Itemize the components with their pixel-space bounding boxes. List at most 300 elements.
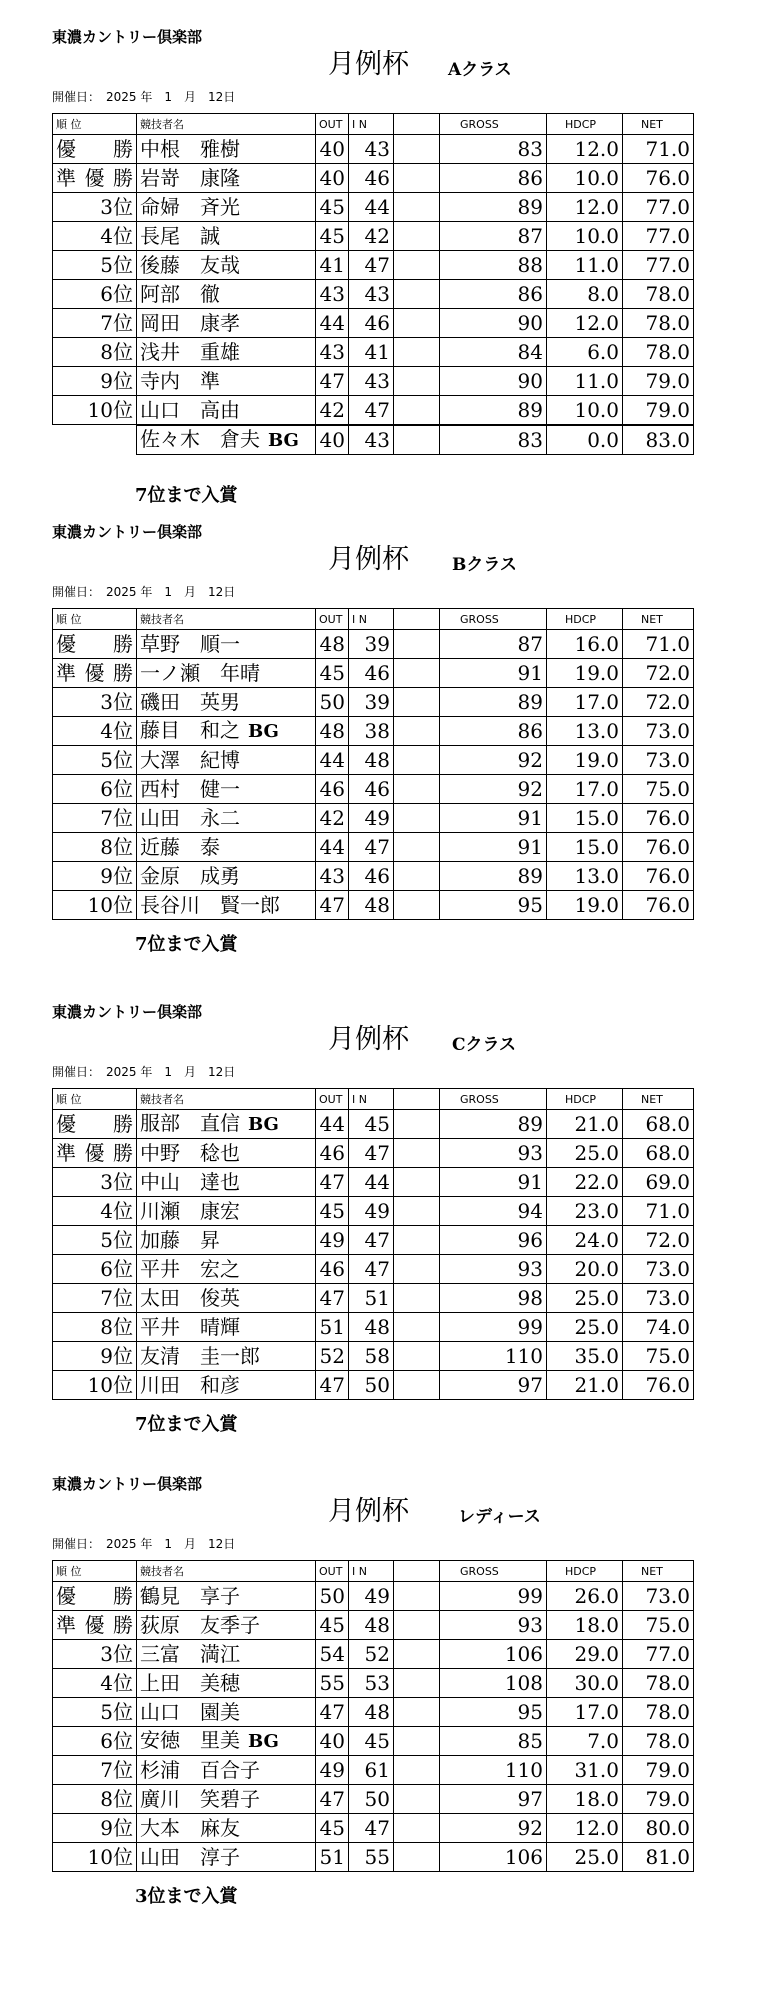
in-score: 44 xyxy=(349,193,394,222)
gross-score: 89 xyxy=(440,862,547,891)
net-score: 71.0 xyxy=(623,630,694,659)
club-name: 東濃カントリー倶楽部 xyxy=(52,1003,203,1021)
out-score: 47 xyxy=(316,1371,349,1400)
in-score: 42 xyxy=(349,222,394,251)
out-score: 40 xyxy=(316,135,349,164)
header-in: I N xyxy=(349,114,394,135)
club-name: 東濃カントリー倶楽部 xyxy=(52,523,203,541)
event-title: 月例杯 xyxy=(328,1496,409,1527)
player-name: 近藤 泰 xyxy=(140,834,220,859)
net-score: 78.0 xyxy=(623,338,694,367)
out-score: 40 xyxy=(316,1727,349,1756)
in-score: 52 xyxy=(349,1640,394,1669)
gross-score: 99 xyxy=(440,1313,547,1342)
in-score: 43 xyxy=(349,426,394,455)
out-score: 44 xyxy=(316,1110,349,1139)
table-row xyxy=(53,1843,694,1872)
hdcp-value: 21.0 xyxy=(547,1110,623,1139)
in-score: 43 xyxy=(349,135,394,164)
out-score: 44 xyxy=(316,833,349,862)
player-name-cell xyxy=(137,1814,316,1843)
header-hdcp: HDCP xyxy=(547,1561,623,1582)
player-name: 大澤 紀博 xyxy=(140,747,240,772)
blank-cell xyxy=(394,135,440,164)
header-gross: GROSS xyxy=(440,609,547,630)
player-name: 大本 麻友 xyxy=(140,1815,240,1840)
hdcp-value: 31.0 xyxy=(547,1756,623,1785)
gross-score: 93 xyxy=(440,1139,547,1168)
hdcp-value: 15.0 xyxy=(547,833,623,862)
in-score: 47 xyxy=(349,1226,394,1255)
header-gross: GROSS xyxy=(440,1089,547,1110)
results-table xyxy=(52,1088,694,1400)
player-name: 岩嵜 康隆 xyxy=(140,165,240,190)
rank-cell: 準優勝 xyxy=(53,164,137,193)
out-score: 40 xyxy=(316,164,349,193)
out-score: 54 xyxy=(316,1640,349,1669)
header-net: NET xyxy=(623,1561,694,1582)
player-name: 山口 高由 xyxy=(140,397,240,422)
gross-score: 91 xyxy=(440,659,547,688)
header-out: OUT xyxy=(316,1089,349,1110)
blank-cell xyxy=(394,717,440,746)
out-score: 44 xyxy=(316,309,349,338)
out-score: 50 xyxy=(316,688,349,717)
gross-score: 89 xyxy=(440,396,547,425)
net-score: 71.0 xyxy=(623,135,694,164)
event-date: 開催日： 2025 年 1 月 12日 xyxy=(52,585,236,599)
gross-score: 97 xyxy=(440,1785,547,1814)
table-row xyxy=(53,367,694,396)
hdcp-value: 12.0 xyxy=(547,1814,623,1843)
blank-cell xyxy=(394,338,440,367)
out-score: 49 xyxy=(316,1226,349,1255)
in-score: 51 xyxy=(349,1284,394,1313)
header-name: 競技者名 xyxy=(137,1561,316,1582)
gross-score: 87 xyxy=(440,222,547,251)
net-score: 78.0 xyxy=(623,280,694,309)
hdcp-value: 17.0 xyxy=(547,775,623,804)
results-table xyxy=(52,608,694,920)
hdcp-value: 20.0 xyxy=(547,1255,623,1284)
out-score: 44 xyxy=(316,746,349,775)
blank-cell xyxy=(394,426,440,455)
class-name: Aクラス xyxy=(448,60,512,80)
out-score: 46 xyxy=(316,775,349,804)
table-row xyxy=(53,1139,694,1168)
gross-score: 86 xyxy=(440,164,547,193)
hdcp-value: 16.0 xyxy=(547,630,623,659)
table-row xyxy=(53,1255,694,1284)
class-section xyxy=(0,975,777,1475)
in-score: 47 xyxy=(349,1814,394,1843)
out-score: 41 xyxy=(316,251,349,280)
player-name: 山田 永二 xyxy=(140,805,240,830)
in-score: 58 xyxy=(349,1342,394,1371)
header-out: OUT xyxy=(316,1561,349,1582)
rank-cell: 6位 xyxy=(53,280,137,309)
player-name: 山口 園美 xyxy=(140,1699,240,1724)
out-score: 45 xyxy=(316,1197,349,1226)
player-name: 山田 淳子 xyxy=(140,1844,240,1869)
net-score: 74.0 xyxy=(623,1313,694,1342)
player-name-cell xyxy=(137,630,316,659)
rank-cell: 準優勝 xyxy=(53,1139,137,1168)
in-score: 50 xyxy=(349,1371,394,1400)
table-row xyxy=(53,1814,694,1843)
gross-score: 91 xyxy=(440,804,547,833)
gross-score: 110 xyxy=(440,1756,547,1785)
rank-cell: 10位 xyxy=(53,396,137,425)
in-score: 47 xyxy=(349,396,394,425)
player-name-cell xyxy=(137,659,316,688)
table-row xyxy=(53,659,694,688)
out-score: 43 xyxy=(316,862,349,891)
player-name: 寺内 準 xyxy=(140,368,220,393)
in-score: 43 xyxy=(349,367,394,396)
in-score: 38 xyxy=(349,717,394,746)
player-name-cell xyxy=(137,1785,316,1814)
hdcp-value: 8.0 xyxy=(547,280,623,309)
player-name-cell xyxy=(137,804,316,833)
header-net: NET xyxy=(623,609,694,630)
rank-cell: 3位 xyxy=(53,1640,137,1669)
header-blank xyxy=(394,1089,440,1110)
out-score: 45 xyxy=(316,1814,349,1843)
player-name: 上田 美穂 xyxy=(140,1670,240,1695)
blank-cell xyxy=(394,1669,440,1698)
gross-score: 87 xyxy=(440,630,547,659)
bg-mark: BG xyxy=(268,430,299,451)
header-hdcp: HDCP xyxy=(547,609,623,630)
blank-cell xyxy=(394,396,440,425)
player-name: 平井 晴輝 xyxy=(140,1314,240,1339)
net-score: 78.0 xyxy=(623,309,694,338)
player-name: 友清 圭一郎 xyxy=(140,1343,260,1368)
hdcp-value: 22.0 xyxy=(547,1168,623,1197)
player-name-cell xyxy=(137,1284,316,1313)
blank-cell xyxy=(394,1698,440,1727)
out-score: 50 xyxy=(316,1582,349,1611)
blank-cell xyxy=(394,659,440,688)
blank-cell xyxy=(394,222,440,251)
in-score: 61 xyxy=(349,1756,394,1785)
player-name-cell xyxy=(137,1110,316,1139)
net-score: 81.0 xyxy=(623,1843,694,1872)
rank-cell: 3位 xyxy=(53,193,137,222)
player-name: 鶴見 享子 xyxy=(140,1583,240,1608)
player-name-cell xyxy=(137,338,316,367)
gross-score: 84 xyxy=(440,338,547,367)
header-rank: 順 位 xyxy=(53,1561,137,1582)
gross-score: 93 xyxy=(440,1255,547,1284)
gross-score: 99 xyxy=(440,1582,547,1611)
bg-mark: BG xyxy=(248,1114,279,1135)
player-name: 三富 満江 xyxy=(140,1641,240,1666)
blank-cell xyxy=(394,1226,440,1255)
gross-score: 92 xyxy=(440,1814,547,1843)
table-row xyxy=(53,1698,694,1727)
results-table xyxy=(52,113,694,425)
header-in: I N xyxy=(349,1089,394,1110)
player-name: 金原 成勇 xyxy=(140,863,240,888)
out-score: 45 xyxy=(316,1611,349,1640)
rank-cell: 6位 xyxy=(53,775,137,804)
player-name-cell xyxy=(137,833,316,862)
class-section xyxy=(0,495,777,995)
blank-cell xyxy=(394,630,440,659)
in-score: 49 xyxy=(349,1197,394,1226)
results-table xyxy=(52,1560,694,1872)
hdcp-value: 19.0 xyxy=(547,891,623,920)
in-score: 47 xyxy=(349,833,394,862)
player-name: 中山 達也 xyxy=(140,1169,240,1194)
gross-score: 106 xyxy=(440,1640,547,1669)
rank-cell: 10位 xyxy=(53,1843,137,1872)
player-name-cell xyxy=(137,426,316,455)
net-score: 83.0 xyxy=(623,426,694,455)
player-name: 命婦 斉光 xyxy=(140,194,240,219)
player-name-cell xyxy=(137,1313,316,1342)
header-blank xyxy=(394,609,440,630)
net-score: 79.0 xyxy=(623,396,694,425)
table-header-row xyxy=(53,1561,694,1582)
header-gross: GROSS xyxy=(440,114,547,135)
hdcp-value: 25.0 xyxy=(547,1139,623,1168)
event-date: 開催日： 2025 年 1 月 12日 xyxy=(52,1537,236,1551)
player-name-cell xyxy=(137,1197,316,1226)
player-name-cell xyxy=(137,1727,316,1756)
net-score: 77.0 xyxy=(623,1640,694,1669)
gross-score: 92 xyxy=(440,775,547,804)
in-score: 46 xyxy=(349,309,394,338)
out-score: 47 xyxy=(316,891,349,920)
rank-cell: 10位 xyxy=(53,1371,137,1400)
player-name-cell xyxy=(137,688,316,717)
table-row xyxy=(53,251,694,280)
gross-score: 88 xyxy=(440,251,547,280)
blank-cell xyxy=(394,164,440,193)
blank-cell xyxy=(394,1756,440,1785)
blank-cell xyxy=(394,688,440,717)
hdcp-value: 15.0 xyxy=(547,804,623,833)
header-net: NET xyxy=(623,114,694,135)
out-score: 55 xyxy=(316,1669,349,1698)
player-name-cell xyxy=(137,1371,316,1400)
gross-score: 108 xyxy=(440,1669,547,1698)
in-score: 47 xyxy=(349,251,394,280)
rank-cell: 8位 xyxy=(53,833,137,862)
prize-note: 7位まで入賞 xyxy=(135,485,238,506)
bg-mark: BG xyxy=(248,721,279,742)
gross-score: 83 xyxy=(440,426,547,455)
in-score: 43 xyxy=(349,280,394,309)
out-score: 40 xyxy=(316,426,349,455)
in-score: 53 xyxy=(349,1669,394,1698)
net-score: 68.0 xyxy=(623,1110,694,1139)
blank-cell xyxy=(394,1255,440,1284)
gross-score: 106 xyxy=(440,1843,547,1872)
header-hdcp: HDCP xyxy=(547,114,623,135)
table-row xyxy=(53,688,694,717)
blank-cell xyxy=(394,862,440,891)
rank-cell: 8位 xyxy=(53,1313,137,1342)
in-score: 45 xyxy=(349,1110,394,1139)
player-name: 中根 雅樹 xyxy=(140,136,240,161)
header-rank: 順 位 xyxy=(53,114,137,135)
gross-score: 89 xyxy=(440,688,547,717)
class-name: レディース xyxy=(458,1507,541,1527)
player-name-cell xyxy=(137,222,316,251)
blank-cell xyxy=(394,775,440,804)
rank-cell: 9位 xyxy=(53,1814,137,1843)
in-score: 46 xyxy=(349,775,394,804)
net-score: 76.0 xyxy=(623,862,694,891)
player-name-cell xyxy=(137,775,316,804)
blank-cell xyxy=(394,1640,440,1669)
table-header-row xyxy=(53,1089,694,1110)
header-name: 競技者名 xyxy=(137,114,316,135)
rank-cell: 6位 xyxy=(53,1727,137,1756)
class-section xyxy=(0,0,777,506)
rank-cell: 7位 xyxy=(53,309,137,338)
out-score: 51 xyxy=(316,1313,349,1342)
table-row xyxy=(53,833,694,862)
prize-note: 7位まで入賞 xyxy=(135,934,238,955)
player-name-cell xyxy=(137,1611,316,1640)
header-out: OUT xyxy=(316,114,349,135)
net-score: 75.0 xyxy=(623,775,694,804)
player-name: 川田 和彦 xyxy=(140,1372,240,1397)
blank-cell xyxy=(394,804,440,833)
hdcp-value: 19.0 xyxy=(547,659,623,688)
gross-score: 91 xyxy=(440,833,547,862)
player-name: 浅井 重雄 xyxy=(140,339,240,364)
header-hdcp: HDCP xyxy=(547,1089,623,1110)
gross-score: 97 xyxy=(440,1371,547,1400)
player-name-cell xyxy=(137,280,316,309)
extra-player-table xyxy=(136,425,694,455)
gross-score: 90 xyxy=(440,309,547,338)
gross-score: 92 xyxy=(440,746,547,775)
rank-cell: 7位 xyxy=(53,1756,137,1785)
event-title: 月例杯 xyxy=(328,544,409,575)
table-row xyxy=(53,309,694,338)
player-name-cell xyxy=(137,717,316,746)
table-row xyxy=(53,775,694,804)
out-score: 48 xyxy=(316,717,349,746)
player-name-cell xyxy=(137,193,316,222)
player-name-cell xyxy=(137,1756,316,1785)
rank-cell: 9位 xyxy=(53,367,137,396)
blank-cell xyxy=(394,1168,440,1197)
net-score: 71.0 xyxy=(623,1197,694,1226)
player-name: 磯田 英男 xyxy=(140,689,240,714)
player-name: 後藤 友哉 xyxy=(140,252,240,277)
rank-cell: 優 勝 xyxy=(53,1110,137,1139)
blank-cell xyxy=(394,833,440,862)
header-in: I N xyxy=(349,1561,394,1582)
table-row xyxy=(53,1226,694,1255)
hdcp-value: 17.0 xyxy=(547,1698,623,1727)
hdcp-value: 0.0 xyxy=(547,426,623,455)
net-score: 73.0 xyxy=(623,1582,694,1611)
rank-cell: 6位 xyxy=(53,1255,137,1284)
hdcp-value: 12.0 xyxy=(547,309,623,338)
player-name: 草野 順一 xyxy=(140,631,240,656)
table-row xyxy=(53,1727,694,1756)
player-name: 西村 健一 xyxy=(140,776,240,801)
rank-cell: 7位 xyxy=(53,1284,137,1313)
gross-score: 94 xyxy=(440,1197,547,1226)
player-name: 加藤 昇 xyxy=(140,1227,220,1252)
in-score: 48 xyxy=(349,1313,394,1342)
in-score: 46 xyxy=(349,164,394,193)
out-score: 48 xyxy=(316,630,349,659)
table-row xyxy=(53,746,694,775)
table-row xyxy=(53,1197,694,1226)
hdcp-value: 23.0 xyxy=(547,1197,623,1226)
player-name-cell xyxy=(137,1843,316,1872)
net-score: 72.0 xyxy=(623,1226,694,1255)
gross-score: 95 xyxy=(440,891,547,920)
blank-cell xyxy=(394,1313,440,1342)
rank-cell: 9位 xyxy=(53,1342,137,1371)
header-in: I N xyxy=(349,609,394,630)
rank-cell: 5位 xyxy=(53,746,137,775)
class-section xyxy=(0,1447,777,1947)
net-score: 79.0 xyxy=(623,1785,694,1814)
header-gross: GROSS xyxy=(440,1561,547,1582)
player-name-cell xyxy=(137,1139,316,1168)
out-score: 49 xyxy=(316,1756,349,1785)
club-name: 東濃カントリー倶楽部 xyxy=(52,1475,203,1493)
rank-cell: 4位 xyxy=(53,1197,137,1226)
table-row xyxy=(53,1669,694,1698)
rank-cell: 準優勝 xyxy=(53,659,137,688)
player-name: 川瀬 康宏 xyxy=(140,1198,240,1223)
gross-score: 110 xyxy=(440,1342,547,1371)
table-row xyxy=(53,1342,694,1371)
table-row xyxy=(53,1785,694,1814)
blank-cell xyxy=(394,1727,440,1756)
player-name-cell xyxy=(137,1168,316,1197)
out-score: 52 xyxy=(316,1342,349,1371)
player-name-cell xyxy=(137,164,316,193)
rank-cell: 3位 xyxy=(53,688,137,717)
blank-cell xyxy=(394,1110,440,1139)
table-row xyxy=(53,164,694,193)
hdcp-value: 29.0 xyxy=(547,1640,623,1669)
net-score: 68.0 xyxy=(623,1139,694,1168)
hdcp-value: 25.0 xyxy=(547,1843,623,1872)
table-row xyxy=(53,891,694,920)
net-score: 75.0 xyxy=(623,1342,694,1371)
in-score: 44 xyxy=(349,1168,394,1197)
net-score: 76.0 xyxy=(623,164,694,193)
rank-cell: 4位 xyxy=(53,1669,137,1698)
hdcp-value: 21.0 xyxy=(547,1371,623,1400)
gross-score: 93 xyxy=(440,1611,547,1640)
in-score: 47 xyxy=(349,1255,394,1284)
rank-cell: 10位 xyxy=(53,891,137,920)
rank-cell: 4位 xyxy=(53,717,137,746)
hdcp-value: 11.0 xyxy=(547,367,623,396)
hdcp-value: 6.0 xyxy=(547,338,623,367)
player-name-cell xyxy=(137,891,316,920)
blank-cell xyxy=(394,1342,440,1371)
out-score: 45 xyxy=(316,659,349,688)
